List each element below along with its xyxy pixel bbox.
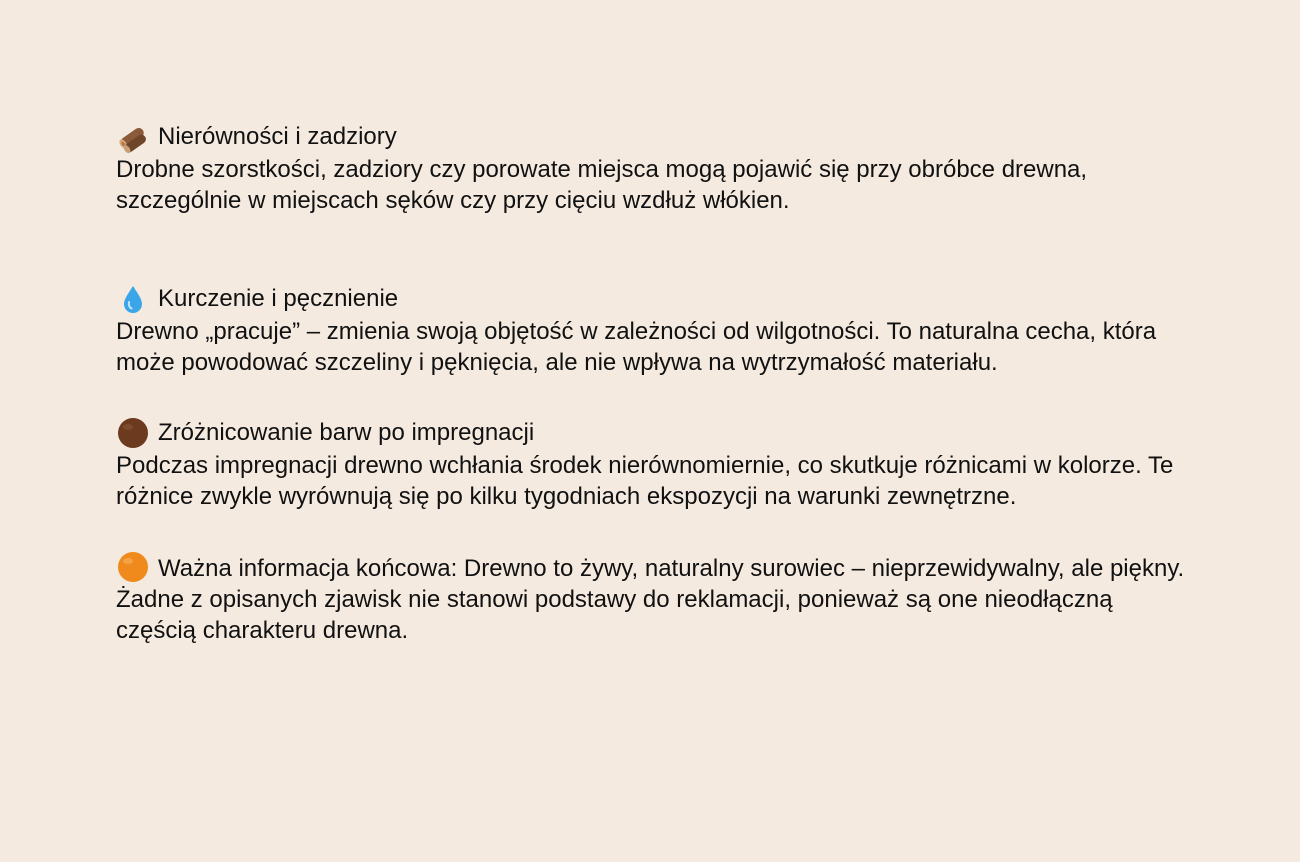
- section-title: Zróżnicowanie barw po impregnacji: [158, 419, 535, 446]
- section-color-variation: [116, 416, 1196, 512]
- section-title: Kurczenie i pęcznienie: [158, 285, 399, 312]
- section-title: Nierówności i zadziory: [158, 123, 397, 150]
- section-body: Drewno „pracuje” – zmienia swoją objętość w zależności od wilgotności. To naturalna cecha, która może powodować szczeliny i pęknięcia, ale nie wpływa na wytrzymałość materiału.: [116, 318, 1157, 376]
- water-drop-icon: [116, 282, 150, 316]
- section-body: Drobne szorstkości, zadziory czy porowate miejsca mogą pojawić się przy obróbce drewna, szczególnie w miejscach sęków czy przy cięciu wzdłuż włókien.: [116, 156, 1088, 214]
- wood-log-icon: [116, 120, 150, 154]
- section-heading: [116, 120, 1196, 154]
- section-heading: [116, 282, 1196, 316]
- content-area: [116, 120, 1196, 646]
- final-note-text: Ważna informacja końcowa: Drewno to żywy, naturalny surowiec – nieprzewidywalny, ale piękny. Żadne z opisanych zjawisk nie stanowi podstawy do reklamacji, ponieważ są one nieodłączną częścią charakteru drewna.: [116, 555, 1185, 644]
- section-unevenness: [116, 120, 1196, 216]
- brown-circle-icon: [116, 416, 150, 450]
- final-note: [116, 550, 1196, 646]
- section-heading: [116, 416, 1196, 450]
- section-shrinking: [116, 282, 1196, 378]
- orange-circle-icon: [116, 550, 150, 584]
- section-body: Podczas impregnacji drewno wchłania środek nierównomiernie, co skutkuje różnicami w kolorze. Te różnice zwykle wyrównują się po kilku tygodniach ekspozycji na warunki zewnętrzne.: [116, 452, 1174, 510]
